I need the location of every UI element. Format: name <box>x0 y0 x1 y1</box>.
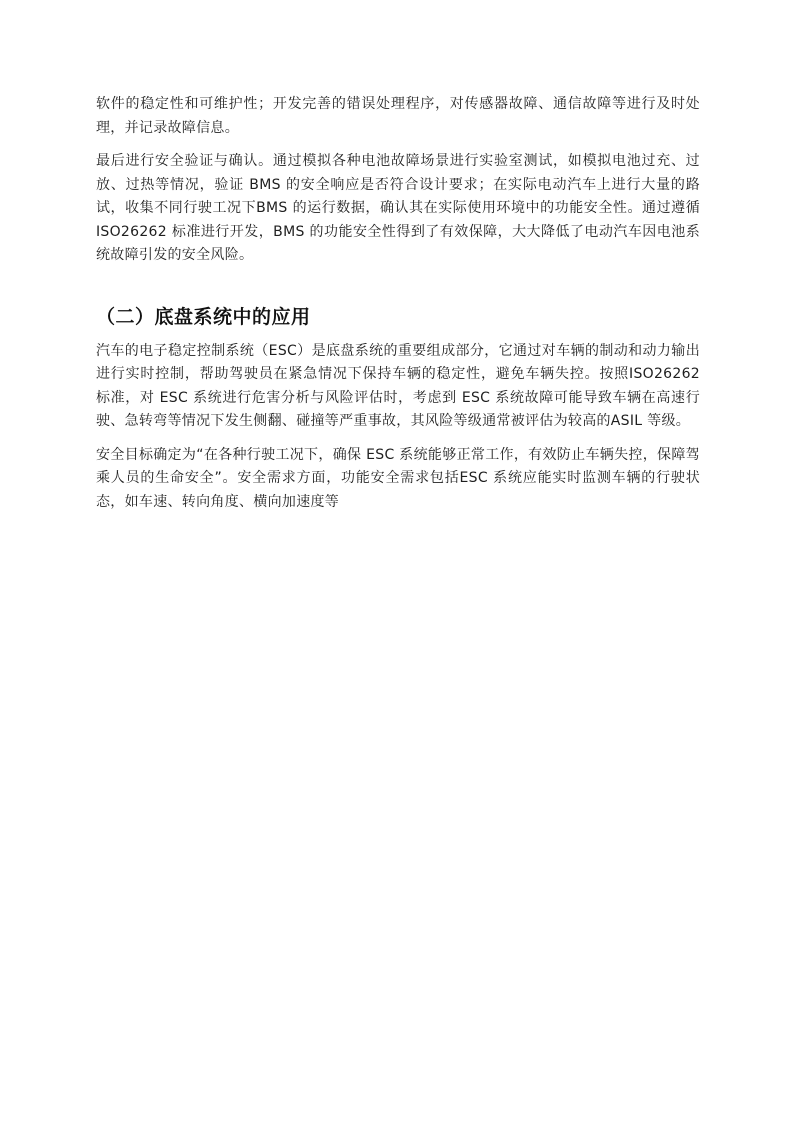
body-paragraph-2: 最后进行安全验证与确认。通过模拟各种电池故障场景进行实验室测试，如模拟电池过充、过放、过热等情况，验证 BMS 的安全响应是否符合设计要求；在实际电动汽车上进行大量的路试，收集不同行驶工况下BMS 的运行数据，确认其在实际使用环境中的功能安全性。通过遵循 ISO26262 标准进行开发，BMS 的功能安全性得到了有效保障，大大降低了电动汽车因电池系统故障引发的安全风险。 <box>96 153 700 263</box>
body-paragraph-4: 安全目标确定为“在各种行驶工况下，确保 ESC 系统能够正常工作，有效防止车辆失控，保障驾乘人员的生命安全”。安全需求方面，功能安全需求包括ESC 系统应能实时监测车辆的行驶状态，如车速、转向角度、横向加速度等 <box>96 446 700 510</box>
body-paragraph-3: 汽车的电子稳定控制系统（ESC）是底盘系统的重要组成部分，它通过对车辆的制动和动力输出进行实时控制，帮助驾驶员在紧急情况下保持车辆的稳定性，避免车辆失控。按照ISO26262 标准，对 ESC 系统进行危害分析与风险评估时，考虑到 ESC 系统故障可能导致车辆在高速行驶、急转弯等情况下发生侧翻、碰撞等严重事故，其风险等级通常被评估为较高的ASIL 等级。 <box>96 342 700 429</box>
body-paragraph-1: 软件的稳定性和可维护性；开发完善的错误处理程序，对传感器故障、通信故障等进行及时处理，并记录故障信息。 <box>96 96 700 136</box>
document-page <box>96 93 700 524</box>
section-heading: （二）底盘系统中的应用 <box>96 305 311 328</box>
section-heading-block <box>96 278 700 330</box>
